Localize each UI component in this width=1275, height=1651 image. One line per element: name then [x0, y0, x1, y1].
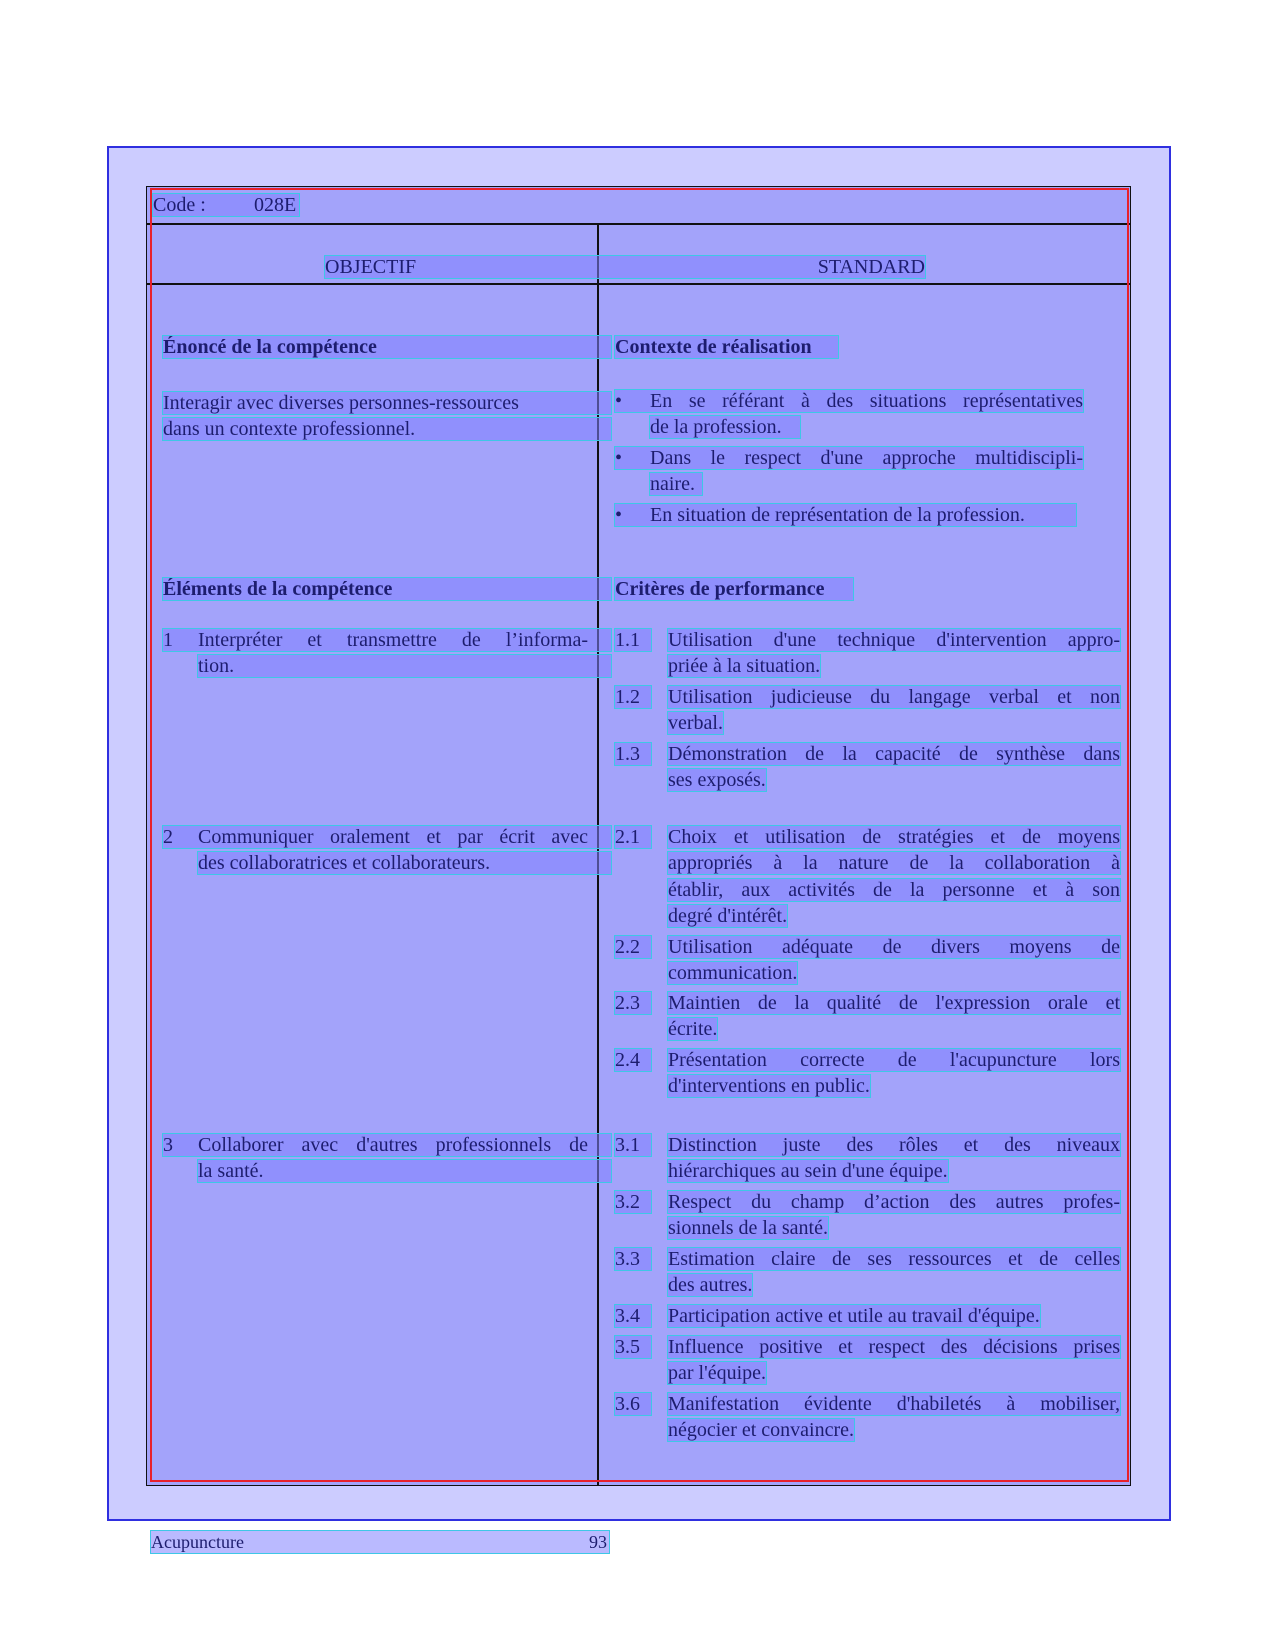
contexte-item-1-line-2: de la profession. [650, 416, 800, 438]
element-1-line-1: Interpréter et transmettre de l’informa- [198, 629, 588, 651]
bullet-icon: • [615, 390, 623, 412]
objectif-heading: OBJECTIF [325, 256, 417, 278]
footer-title: Acupuncture [151, 1532, 244, 1552]
critere-number: 1.3 [615, 743, 651, 765]
contexte-item-2-line-2: naire. [650, 473, 702, 495]
contexte-item-2-line-1: Dans le respect d'une approche multidiscipli- [650, 447, 1083, 469]
critere-line: hiérarchiques au sein d'une équipe. [668, 1160, 948, 1182]
critere-line: sionnels de la santé. [668, 1217, 828, 1239]
critere-line: priée à la situation. [668, 655, 821, 677]
contexte-item-3-row [615, 504, 1076, 526]
code-row [153, 194, 299, 216]
criteres-title: Critères de performance [615, 578, 853, 600]
critere-line: verbal. [668, 712, 723, 734]
critere-number: 3.3 [615, 1248, 651, 1270]
critere-number: 3.6 [615, 1393, 651, 1415]
element-2-line-2: des collaboratrices et collaborateurs. [198, 852, 611, 874]
critere-line: des autres. [668, 1274, 753, 1296]
element-3-num: 3 [163, 1134, 173, 1156]
critere-number: 1.2 [615, 686, 651, 708]
code-label: Code : [153, 194, 206, 216]
element-2-line-1: Communiquer oralement et par écrit avec [198, 826, 588, 848]
elements-title: Éléments de la compétence [163, 578, 611, 600]
critere-number: 1.1 [615, 629, 651, 651]
critere-line: Influence positive et respect des décisions prises [668, 1336, 1120, 1358]
element-2-row [163, 826, 611, 848]
critere-line: négocier et convaincre. [668, 1419, 855, 1441]
critere-line: Utilisation adéquate de divers moyens de [668, 936, 1120, 958]
columns-divider [147, 283, 1130, 285]
critere-number: 3.4 [615, 1305, 651, 1327]
critere-line: Utilisation d'une technique d'intervention appro- [668, 629, 1120, 651]
critere-line: communication. [668, 962, 798, 984]
critere-line: Présentation correcte de l'acupuncture lors [668, 1049, 1120, 1071]
enonce-line-2: dans un contexte professionnel. [163, 418, 611, 440]
critere-number: 3.5 [615, 1336, 651, 1358]
page-number: 93 [589, 1532, 607, 1552]
enonce-line-1: Interagir avec diverses personnes-ressources [163, 392, 611, 414]
header-divider [147, 223, 1130, 225]
contexte-title: Contexte de réalisation [615, 336, 838, 358]
element-2-num: 2 [163, 826, 173, 848]
element-3-row [163, 1134, 611, 1156]
critere-number: 3.2 [615, 1191, 651, 1213]
standard-heading: STANDARD [817, 256, 925, 278]
contexte-item-3-line-1: En situation de représentation de la profession. [650, 504, 1025, 526]
column-headers [325, 256, 925, 278]
critere-line: Estimation claire de ses ressources et de celles [668, 1248, 1120, 1270]
bullet-icon: • [615, 504, 623, 526]
enonce-title: Énoncé de la compétence [163, 336, 611, 358]
bullet-icon: • [615, 447, 623, 469]
critere-line: Respect du champ d’action des autres profes- [668, 1191, 1120, 1213]
footer [151, 1531, 609, 1553]
critere-line: degré d'intérêt. [668, 905, 788, 927]
code-value: 028E [254, 194, 297, 216]
element-3-line-1: Collaborer avec d'autres professionnels de [198, 1134, 588, 1156]
critere-line: Démonstration de la capacité de synthèse dans [668, 743, 1120, 765]
element-1-line-2: tion. [198, 655, 611, 677]
critere-number: 2.1 [615, 826, 651, 848]
contexte-item-2-row [615, 447, 1083, 469]
critere-number: 2.3 [615, 992, 651, 1014]
critere-line: ses exposés. [668, 769, 766, 791]
critere-line: par l'équipe. [668, 1362, 767, 1384]
critere-line: Choix et utilisation de stratégies et de moyens [668, 826, 1120, 848]
contexte-item-1-row [615, 390, 1083, 412]
critere-line: Utilisation judicieuse du langage verbal et non [668, 686, 1120, 708]
element-1-row [163, 629, 611, 651]
contexte-item-1-line-1: En se référant à des situations représentatives [650, 390, 1083, 412]
critere-line: Manifestation évidente d'habiletés à mobiliser, [668, 1393, 1120, 1415]
element-3-line-2: la santé. [198, 1160, 611, 1182]
critere-number: 2.4 [615, 1049, 651, 1071]
critere-line: écrite. [668, 1018, 718, 1040]
critere-line: d'interventions en public. [668, 1075, 870, 1097]
critere-line: Distinction juste des rôles et des niveaux [668, 1134, 1120, 1156]
critere-number: 2.2 [615, 936, 651, 958]
critere-line: Maintien de la qualité de l'expression orale et [668, 992, 1120, 1014]
critere-line: appropriés à la nature de la collaboration à [668, 852, 1120, 874]
element-1-num: 1 [163, 629, 173, 651]
critere-number: 3.1 [615, 1134, 651, 1156]
critere-line: Participation active et utile au travail d'équipe. [668, 1305, 1040, 1327]
critere-line: établir, aux activités de la personne et à son [668, 879, 1120, 901]
